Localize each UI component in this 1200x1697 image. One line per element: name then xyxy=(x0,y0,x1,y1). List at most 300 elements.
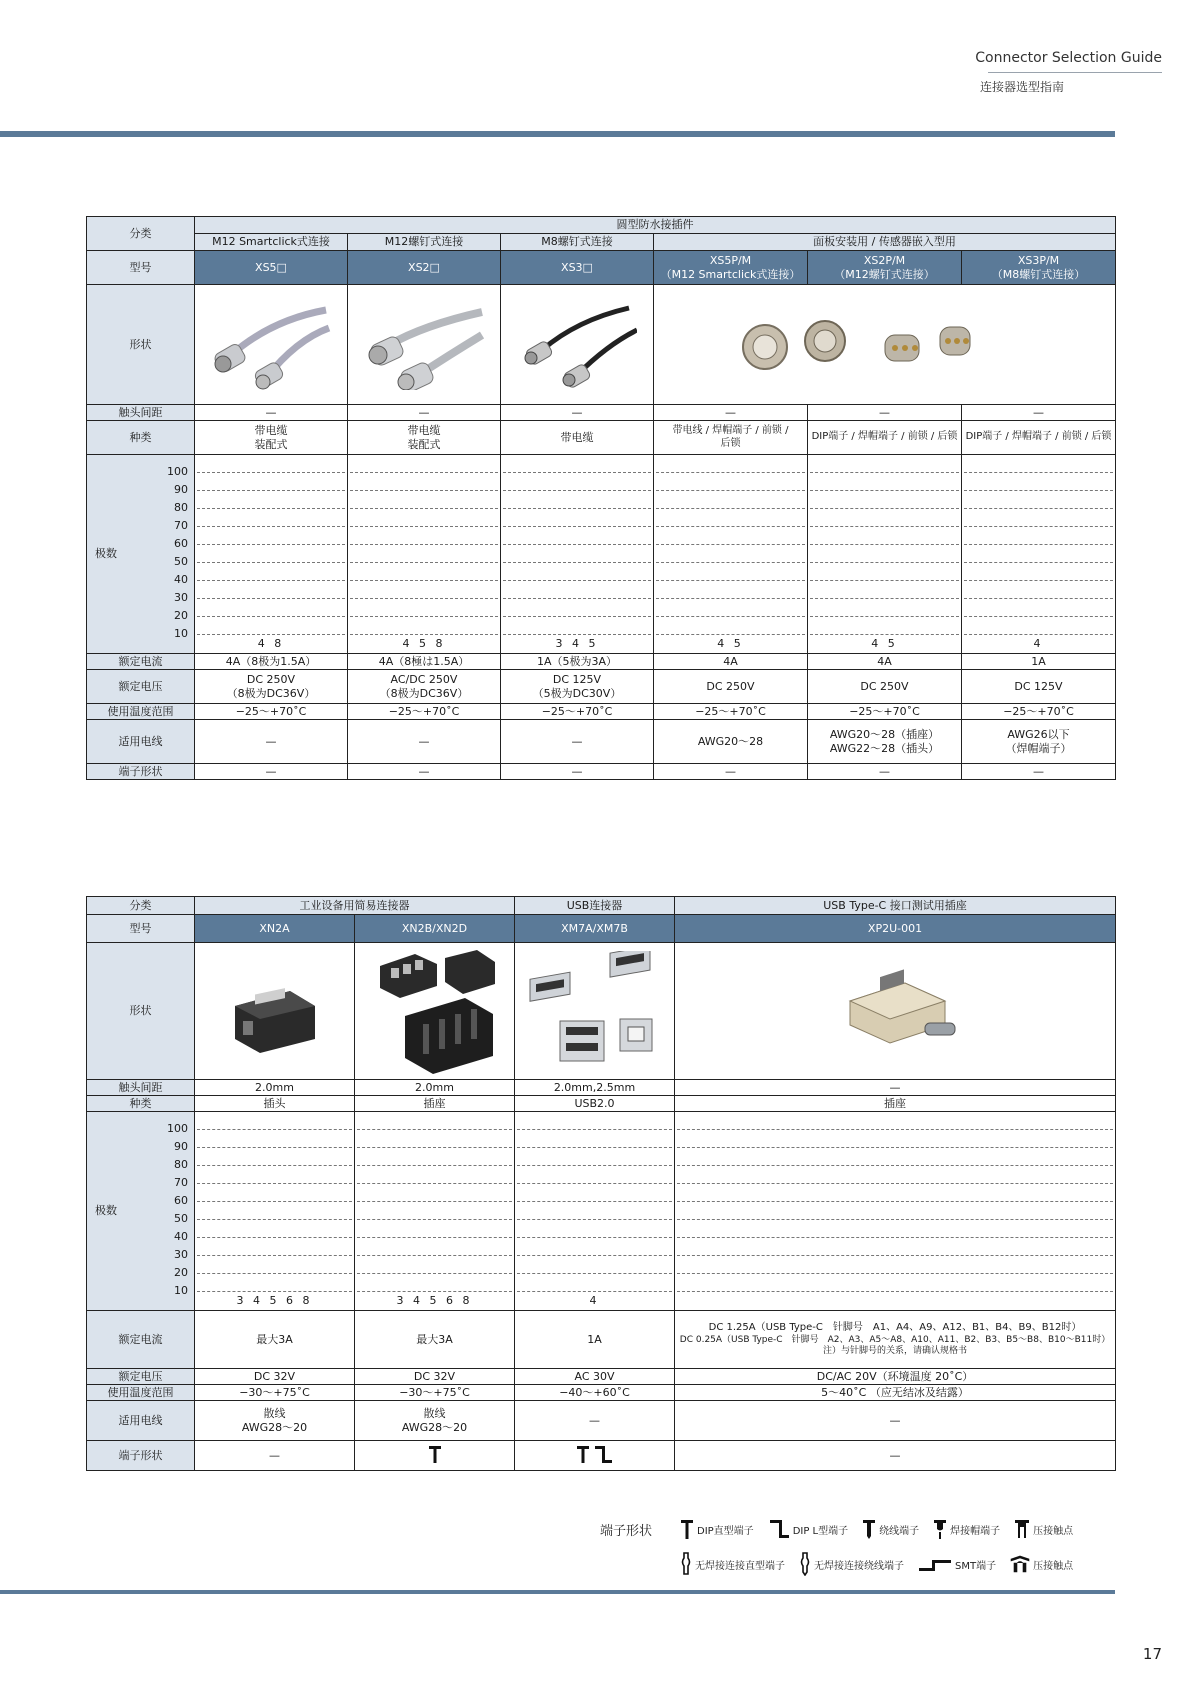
poles-gridline xyxy=(197,580,345,581)
kind-cell: 带电线 / 焊帽端子 / 前锁 / 后锁 xyxy=(654,421,808,455)
pitch-cell: — xyxy=(195,405,348,421)
temp-cell: 5～40˚C （应无结冰及结露） xyxy=(675,1385,1116,1401)
terminal-cell: — xyxy=(675,1441,1116,1471)
model-name: XS3P/M xyxy=(1017,253,1060,267)
dip-straight-icon xyxy=(680,1518,694,1540)
category-typec: USB Type-C 接口测试用插座 xyxy=(675,897,1116,915)
wire-cell: — xyxy=(675,1401,1116,1441)
poles-tick: 60 xyxy=(174,537,188,551)
poles-gridline xyxy=(656,544,805,545)
poles-gridline xyxy=(656,598,805,599)
poles-gridline xyxy=(517,1165,672,1166)
legend-item xyxy=(680,1518,754,1540)
temp-cell: −25～+70˚C xyxy=(501,704,654,720)
poles-gridline xyxy=(197,490,345,491)
pitch-cell: — xyxy=(501,405,654,421)
label-category: 分类 xyxy=(87,217,195,251)
legend-label: 焊接帽端子 xyxy=(950,1525,1001,1537)
terminal-cell: — xyxy=(348,764,501,780)
current-cell: 最大3A xyxy=(355,1311,515,1369)
poles-gridline xyxy=(964,544,1113,545)
poles-gridline xyxy=(357,1147,512,1148)
label-shape: 形状 xyxy=(87,285,195,405)
model-cell[interactable] xyxy=(654,251,808,285)
kind-cell: USB2.0 xyxy=(515,1096,675,1112)
label-temp-range: 使用温度范围 xyxy=(87,1385,195,1401)
poles-gridline xyxy=(197,1183,352,1184)
poles-gridline xyxy=(517,1147,672,1148)
poles-gridline xyxy=(503,634,651,635)
poles-gridline xyxy=(677,1237,1113,1238)
crimp-contact-2-icon xyxy=(1010,1555,1030,1573)
poles-gridline xyxy=(350,490,498,491)
legend-item xyxy=(1010,1555,1073,1573)
poles-values: 3 4 5 6 8 xyxy=(236,1294,313,1308)
subcategory: M12螺钉式连接 xyxy=(348,234,501,251)
poles-gridline xyxy=(357,1201,512,1202)
poles-gridline xyxy=(197,1291,352,1292)
poles-gridline xyxy=(197,1147,352,1148)
poles-gridline xyxy=(677,1219,1113,1220)
poles-tick: 10 xyxy=(174,1284,188,1298)
temp-cell: −25～+70˚C xyxy=(962,704,1116,720)
poles-gridline xyxy=(964,580,1113,581)
poles-gridline xyxy=(197,472,345,473)
pitch-cell: — xyxy=(348,405,501,421)
product-photo-xm7a xyxy=(515,943,675,1080)
terminal-cell: — xyxy=(195,1441,355,1471)
crimp-contact-icon xyxy=(1014,1518,1030,1540)
poles-cell xyxy=(654,455,808,654)
legend-item xyxy=(799,1552,904,1576)
model-cell[interactable] xyxy=(501,251,654,285)
voltage-cell: DC 125V （5极为DC30V） xyxy=(501,670,654,704)
pitch-cell: 2.0mm,2.5mm xyxy=(515,1080,675,1096)
poles-gridline xyxy=(357,1129,512,1130)
poles-gridline xyxy=(964,490,1113,491)
poles-gridline xyxy=(656,472,805,473)
poles-cell xyxy=(355,1112,515,1311)
legend-label: SMT端子 xyxy=(955,1560,997,1572)
dip-straight-icon xyxy=(576,1444,590,1464)
poles-gridline xyxy=(810,598,959,599)
poles-gridline xyxy=(357,1237,512,1238)
model-name: XS5P/M xyxy=(709,253,752,267)
wire-cell: — xyxy=(195,720,348,764)
poles-gridline xyxy=(677,1291,1113,1292)
poles-gridline xyxy=(677,1201,1113,1202)
poles-gridline xyxy=(677,1273,1113,1274)
current-cell: 最大3A xyxy=(195,1311,355,1369)
wire-cell: AWG20～28 xyxy=(654,720,808,764)
poles-tick: 90 xyxy=(174,483,188,497)
poles-gridline xyxy=(810,508,959,509)
product-photo-xs3 xyxy=(501,285,654,405)
label-kind: 种类 xyxy=(87,421,195,455)
poles-cell xyxy=(675,1112,1116,1311)
legend-title: 端子形状 xyxy=(600,1524,653,1539)
temp-cell: −25～+70˚C xyxy=(348,704,501,720)
poles-tick: 30 xyxy=(174,1248,188,1262)
poles-gridline xyxy=(197,1255,352,1256)
poles-tick: 70 xyxy=(174,1176,188,1190)
poles-gridline xyxy=(350,634,498,635)
poles-gridline xyxy=(357,1219,512,1220)
poles-gridline xyxy=(517,1183,672,1184)
poles-gridline xyxy=(964,526,1113,527)
poles-gridline xyxy=(197,562,345,563)
poles-gridline xyxy=(517,1291,672,1292)
poles-tick: 40 xyxy=(174,1230,188,1244)
wire-cell: — xyxy=(515,1401,675,1441)
legend-row-2 xyxy=(680,1552,1073,1576)
label-kind: 种类 xyxy=(87,1096,195,1112)
legend-label: 无焊接连接绕线端子 xyxy=(814,1560,904,1572)
poles-gridline xyxy=(197,1273,352,1274)
kind-cell: DIP端子 / 焊帽端子 / 前锁 / 后锁 xyxy=(962,421,1116,455)
poles-gridline xyxy=(350,508,498,509)
poles-gridline xyxy=(503,508,651,509)
poles-gridline xyxy=(350,472,498,473)
poles-gridline xyxy=(517,1129,672,1130)
poles-values: 3 4 5 xyxy=(555,637,599,651)
poles-gridline xyxy=(677,1255,1113,1256)
poles-gridline xyxy=(677,1183,1113,1184)
poles-gridline xyxy=(503,580,651,581)
product-photo-xs2 xyxy=(348,285,501,405)
label-terminal: 端子形状 xyxy=(87,1441,195,1471)
kind-cell: 插头 xyxy=(195,1096,355,1112)
poles-gridline xyxy=(677,1165,1113,1166)
connector-table-circular xyxy=(86,216,1116,780)
poles-gridline xyxy=(517,1219,672,1220)
poles-gridline xyxy=(197,1237,352,1238)
temp-cell: −30～+75˚C xyxy=(195,1385,355,1401)
poles-values: 4 xyxy=(1033,637,1044,651)
voltage-cell: DC 32V xyxy=(195,1369,355,1385)
poles-gridline xyxy=(350,598,498,599)
voltage-cell: DC 250V （8极为DC36V） xyxy=(195,670,348,704)
label-model: 型号 xyxy=(87,251,195,285)
pitch-cell: — xyxy=(808,405,962,421)
voltage-cell: DC 250V xyxy=(808,670,962,704)
subcategory: M8螺钉式连接 xyxy=(501,234,654,251)
poles-gridline xyxy=(810,526,959,527)
poles-tick: 70 xyxy=(174,519,188,533)
poles-tick: 20 xyxy=(174,1266,188,1280)
pitch-cell: 2.0mm xyxy=(195,1080,355,1096)
model-cell[interactable]: XM7A/XM7B xyxy=(515,915,675,943)
poles-gridline xyxy=(964,616,1113,617)
poles-gridline xyxy=(964,472,1113,473)
poles-tick: 50 xyxy=(174,1212,188,1226)
current-cell-typec xyxy=(675,1311,1116,1369)
poles-gridline xyxy=(197,526,345,527)
poles-tick: 50 xyxy=(174,555,188,569)
wire-cell: 散线 AWG28～20 xyxy=(355,1401,515,1441)
poles-gridline xyxy=(197,1129,352,1130)
label-pitch: 触头间距 xyxy=(87,1080,195,1096)
model-name: XS2□ xyxy=(408,260,440,274)
terminal-cell: — xyxy=(654,764,808,780)
poles-gridline xyxy=(350,580,498,581)
poles-gridline xyxy=(964,634,1113,635)
terminal-cell: — xyxy=(195,764,348,780)
poles-gridline xyxy=(357,1183,512,1184)
poles-scale xyxy=(150,455,190,653)
poles-cell xyxy=(501,455,654,654)
current-cell: 1A xyxy=(515,1311,675,1369)
legend-item xyxy=(933,1518,1000,1540)
product-photo-xn2a xyxy=(195,943,355,1080)
poles-gridline xyxy=(197,598,345,599)
model-cell[interactable] xyxy=(962,251,1116,285)
wire-cell: — xyxy=(501,720,654,764)
poles-values: 4 5 8 xyxy=(402,637,446,651)
legend-row-1 xyxy=(680,1518,1073,1540)
poles-gridline xyxy=(810,634,959,635)
header-subtitle: 连接器选型指南 xyxy=(979,80,1064,94)
poles-gridline xyxy=(357,1291,512,1292)
voltage-cell: DC/AC 20V（环境温度 20˚C） xyxy=(675,1369,1116,1385)
temp-cell: −30～+75˚C xyxy=(355,1385,515,1401)
solderless-wrap-icon xyxy=(799,1552,811,1576)
current-cell: 1A xyxy=(962,654,1116,670)
subcategory: 面板安装用 / 传感器嵌入型用 xyxy=(654,234,1116,251)
poles-gridline xyxy=(197,634,345,635)
dip-l-icon xyxy=(768,1518,790,1540)
poles-gridline xyxy=(517,1273,672,1274)
poles-values: 4 8 xyxy=(257,637,285,651)
poles-cell xyxy=(348,455,501,654)
poles-gridline xyxy=(656,490,805,491)
poles-tick: 20 xyxy=(174,609,188,623)
model-cell[interactable] xyxy=(808,251,962,285)
poles-gridline xyxy=(810,580,959,581)
wire-cell: — xyxy=(348,720,501,764)
product-photo-xn2b xyxy=(355,943,515,1080)
page-number: 17 xyxy=(1142,1645,1162,1663)
legend-label: DIP直型端子 xyxy=(697,1525,754,1537)
voltage-cell: DC 125V xyxy=(962,670,1116,704)
model-cell[interactable] xyxy=(195,251,348,285)
model-name: XS2P/M xyxy=(863,253,906,267)
legend-label: 无焊接连接直型端子 xyxy=(695,1560,785,1572)
header-rule xyxy=(988,72,1162,73)
poles-gridline xyxy=(656,616,805,617)
poles-gridline xyxy=(810,472,959,473)
model-cell[interactable]: XN2B/XN2D xyxy=(355,915,515,943)
solder-cup-icon xyxy=(933,1518,947,1540)
wire-cell: 散线 AWG28～20 xyxy=(195,1401,355,1441)
pitch-cell: — xyxy=(962,405,1116,421)
poles-gridline xyxy=(656,562,805,563)
poles-cell xyxy=(962,455,1116,654)
poles-tick: 100 xyxy=(167,1122,188,1136)
dip-straight-icon xyxy=(428,1444,442,1464)
legend-item xyxy=(680,1552,785,1576)
temp-cell: −40～+60˚C xyxy=(515,1385,675,1401)
poles-cell xyxy=(195,455,348,654)
pitch-cell: 2.0mm xyxy=(355,1080,515,1096)
poles-gridline xyxy=(810,562,959,563)
label-terminal: 端子形状 xyxy=(87,764,195,780)
current-cell: 4A（8極は1.5A） xyxy=(348,654,501,670)
model-cell[interactable]: XP2U-001 xyxy=(675,915,1116,943)
kind-cell: 带电缆 装配式 xyxy=(348,421,501,455)
poles-cell xyxy=(195,1112,355,1311)
poles-gridline xyxy=(677,1129,1113,1130)
poles-gridline xyxy=(350,526,498,527)
temp-cell: −25～+70˚C xyxy=(654,704,808,720)
product-photo-xp2u xyxy=(675,943,1116,1080)
poles-gridline xyxy=(503,616,651,617)
poles-tick: 100 xyxy=(167,465,188,479)
poles-gridline xyxy=(503,598,651,599)
wire-cell: AWG20～28（插座） AWG22～28（插头） xyxy=(808,720,962,764)
label-rated-current: 额定电流 xyxy=(87,1311,195,1369)
poles-gridline xyxy=(357,1273,512,1274)
current-cell: 4A xyxy=(808,654,962,670)
label-temp-range: 使用温度范围 xyxy=(87,704,195,720)
poles-gridline xyxy=(656,634,805,635)
poles-cell xyxy=(808,455,962,654)
poles-values: 4 5 xyxy=(871,637,898,651)
poles-gridline xyxy=(350,562,498,563)
poles-gridline xyxy=(810,490,959,491)
model-sub: （M12螺钉式连接） xyxy=(834,267,935,281)
label-wire: 适用电线 xyxy=(87,720,195,764)
label-poles: 极数 xyxy=(95,1204,117,1218)
poles-tick: 10 xyxy=(174,627,188,641)
top-accent-bar xyxy=(0,131,1115,137)
poles-gridline xyxy=(197,1201,352,1202)
legend-item xyxy=(918,1556,996,1572)
voltage-cell: DC 250V xyxy=(654,670,808,704)
wire-cell: AWG26以下 （焊帽端子） xyxy=(962,720,1116,764)
bottom-accent-bar xyxy=(0,1590,1115,1594)
poles-values: 3 4 5 6 8 xyxy=(396,1294,473,1308)
legend-item xyxy=(768,1518,848,1540)
poles-gridline xyxy=(656,508,805,509)
label-poles: 极数 xyxy=(95,547,117,561)
kind-cell: 带电缆 装配式 xyxy=(195,421,348,455)
model-sub: （M8螺钉式连接） xyxy=(991,267,1086,281)
poles-gridline xyxy=(503,526,651,527)
poles-gridline xyxy=(964,598,1113,599)
category-industrial: 工业设备用简易连接器 xyxy=(195,897,515,915)
poles-gridline xyxy=(517,1237,672,1238)
temp-cell: −25～+70˚C xyxy=(808,704,962,720)
solderless-straight-icon xyxy=(680,1552,692,1576)
kind-cell: 插座 xyxy=(355,1096,515,1112)
poles-gridline xyxy=(656,580,805,581)
label-wire: 适用电线 xyxy=(87,1401,195,1441)
product-photo-xs5 xyxy=(195,285,348,405)
poles-gridline xyxy=(964,508,1113,509)
poles-tick: 80 xyxy=(174,1158,188,1172)
label-poles-cell xyxy=(87,455,195,654)
poles-tick: 60 xyxy=(174,1194,188,1208)
current-line: DC 0.25A（USB Type-C 针脚号 A2、A3、A5～A8、A10、A11、B2、B3、B5～B8、B10～B11时） xyxy=(679,1334,1111,1345)
smt-icon xyxy=(918,1556,952,1572)
label-pitch: 触头间距 xyxy=(87,405,195,421)
poles-gridline xyxy=(517,1201,672,1202)
voltage-cell: AC 30V xyxy=(515,1369,675,1385)
subcategory: M12 Smartclick式连接 xyxy=(195,234,348,251)
poles-gridline xyxy=(197,1219,352,1220)
poles-gridline xyxy=(503,490,651,491)
label-rated-voltage: 额定电压 xyxy=(87,670,195,704)
label-rated-current: 额定电流 xyxy=(87,654,195,670)
pitch-cell: — xyxy=(654,405,808,421)
header-title: Connector Selection Guide xyxy=(975,50,1162,66)
poles-gridline xyxy=(503,544,651,545)
poles-gridline xyxy=(197,616,345,617)
legend-item xyxy=(1014,1518,1073,1540)
poles-gridline xyxy=(517,1255,672,1256)
label-shape: 形状 xyxy=(87,943,195,1080)
label-poles-cell xyxy=(87,1112,195,1311)
category-circular: 圆型防水接插件 xyxy=(195,217,1116,234)
poles-gridline xyxy=(350,616,498,617)
poles-scale xyxy=(150,1112,190,1310)
terminal-cell xyxy=(355,1441,515,1471)
poles-tick: 30 xyxy=(174,591,188,605)
poles-gridline xyxy=(810,544,959,545)
model-cell[interactable] xyxy=(348,251,501,285)
label-category: 分类 xyxy=(87,897,195,915)
model-name: XS3□ xyxy=(561,260,593,274)
poles-gridline xyxy=(357,1255,512,1256)
poles-gridline xyxy=(197,544,345,545)
kind-cell: DIP端子 / 焊帽端子 / 前锁 / 后锁 xyxy=(808,421,962,455)
poles-values: 4 xyxy=(589,1294,600,1308)
label-model: 型号 xyxy=(87,915,195,943)
product-photo-panel-mount xyxy=(654,285,1116,405)
terminal-cell: — xyxy=(808,764,962,780)
poles-gridline xyxy=(350,544,498,545)
current-cell: 1A（5极为3A） xyxy=(501,654,654,670)
legend-label: DIP L型端子 xyxy=(792,1525,849,1537)
model-sub: （M12 Smartclick式连接） xyxy=(660,267,801,281)
legend-item xyxy=(862,1518,919,1540)
voltage-cell: AC/DC 250V （8极为DC36V） xyxy=(348,670,501,704)
current-cell: 4A xyxy=(654,654,808,670)
kind-cell: 插座 xyxy=(675,1096,1116,1112)
poles-gridline xyxy=(964,562,1113,563)
model-cell[interactable]: XN2A xyxy=(195,915,355,943)
poles-gridline xyxy=(357,1165,512,1166)
poles-tick: 80 xyxy=(174,501,188,515)
poles-gridline xyxy=(810,616,959,617)
poles-gridline xyxy=(503,472,651,473)
current-cell: 4A（8极为1.5A） xyxy=(195,654,348,670)
poles-gridline xyxy=(503,562,651,563)
legend-label: 压接触点 xyxy=(1033,1560,1074,1572)
terminal-cell: — xyxy=(501,764,654,780)
model-name: XS5□ xyxy=(255,260,287,274)
pitch-cell: — xyxy=(675,1080,1116,1096)
poles-gridline xyxy=(656,526,805,527)
poles-tick: 90 xyxy=(174,1140,188,1154)
terminal-cell: — xyxy=(962,764,1116,780)
voltage-cell: DC 32V xyxy=(355,1369,515,1385)
poles-gridline xyxy=(677,1147,1113,1148)
legend-label: 压接触点 xyxy=(1033,1525,1074,1537)
current-note: 注）与针脚号的关系，请确认规格书 xyxy=(822,1345,967,1356)
poles-values: 4 5 xyxy=(717,637,744,651)
